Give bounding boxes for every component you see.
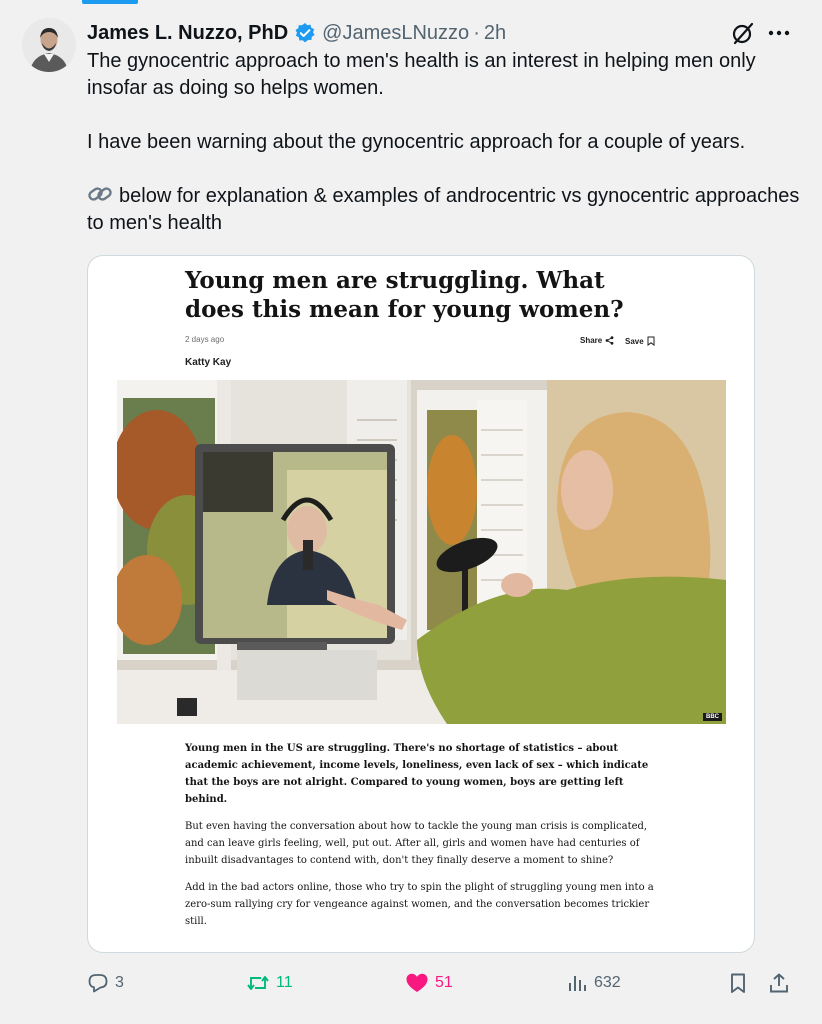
action-bar (0, 966, 822, 1006)
post-time[interactable]: 2h (483, 21, 507, 44)
article-photo (117, 380, 726, 724)
bookmark-icon (728, 972, 748, 994)
bbc-watermark: BBC (703, 713, 722, 721)
save-icon (647, 336, 655, 346)
author-avatar[interactable] (22, 18, 76, 72)
more-icon[interactable] (766, 21, 792, 45)
article-paragraph: But even having the conversation about how to tackle the young man crisis is complicated, and can leave girls feeling, well, put out. After all, girls and women have had centuries of inbuilt disadvantages to contend with, don't they finally deserve a moment to shine? (185, 821, 648, 866)
tweet-text (87, 48, 807, 237)
attached-image-card[interactable] (87, 255, 755, 953)
article-body (185, 740, 655, 940)
article-author: Katty Kay (185, 357, 232, 368)
author-handle[interactable]: @JamesLNuzzo (322, 21, 470, 44)
views-button[interactable] (566, 972, 621, 994)
share-post-button[interactable] (768, 972, 790, 994)
like-button[interactable] (405, 972, 453, 994)
tweet-link-paragraph (87, 183, 807, 237)
share-label: Share (580, 336, 603, 345)
repost-icon (246, 972, 270, 994)
article-title: Young men are struggling. What does this mean for young women? (185, 267, 624, 323)
repost-count: 11 (276, 974, 293, 991)
like-count: 51 (435, 974, 453, 991)
repost-button[interactable] (246, 972, 293, 994)
views-icon (566, 972, 588, 994)
like-icon (405, 972, 429, 994)
view-count: 632 (594, 974, 621, 991)
podcast-scene-image (117, 380, 726, 724)
link-icon (87, 183, 113, 205)
save-label: Save (625, 336, 644, 346)
reply-icon (87, 972, 109, 994)
link-paragraph-text: below for explanation & examples of androcentric vs gynocentric approaches to men's health (87, 185, 800, 234)
article-paragraph: Add in the bad actors online, those who try to spin the plight of struggling young men into a zero-sum rallying cry for vengeance against women, and the conversation becomes trickier still. (185, 882, 654, 927)
grok-icon[interactable] (730, 20, 756, 46)
share-icon (605, 336, 614, 345)
tweet-paragraph: I have been warning about the gynocentric approach for a couple of years. (87, 131, 746, 153)
article-date: 2 days ago (185, 335, 225, 344)
bookmark-button[interactable] (728, 972, 748, 994)
article-paragraph: Young men in the US are struggling. There's no shortage of statistics – about academic achievement, income levels, loneliness, even lack of sex – which indicate that the boys are not alright. Compared to young women, boys are getting left behind. (185, 743, 649, 805)
reply-count: 3 (115, 974, 124, 991)
tweet-header (87, 18, 506, 48)
reply-button[interactable] (87, 972, 124, 994)
separator-dot: · (473, 21, 480, 44)
article-save-button (625, 336, 655, 346)
author-name[interactable]: James L. Nuzzo, PhD (87, 21, 289, 44)
verified-badge-icon (294, 22, 316, 44)
tweet-paragraph: The gynocentric approach to men's health is an interest in helping men only insofar as doing so helps women. (87, 50, 756, 99)
share-post-icon (768, 972, 790, 994)
article-share-button (580, 336, 614, 345)
top-accent-bar (82, 0, 138, 4)
